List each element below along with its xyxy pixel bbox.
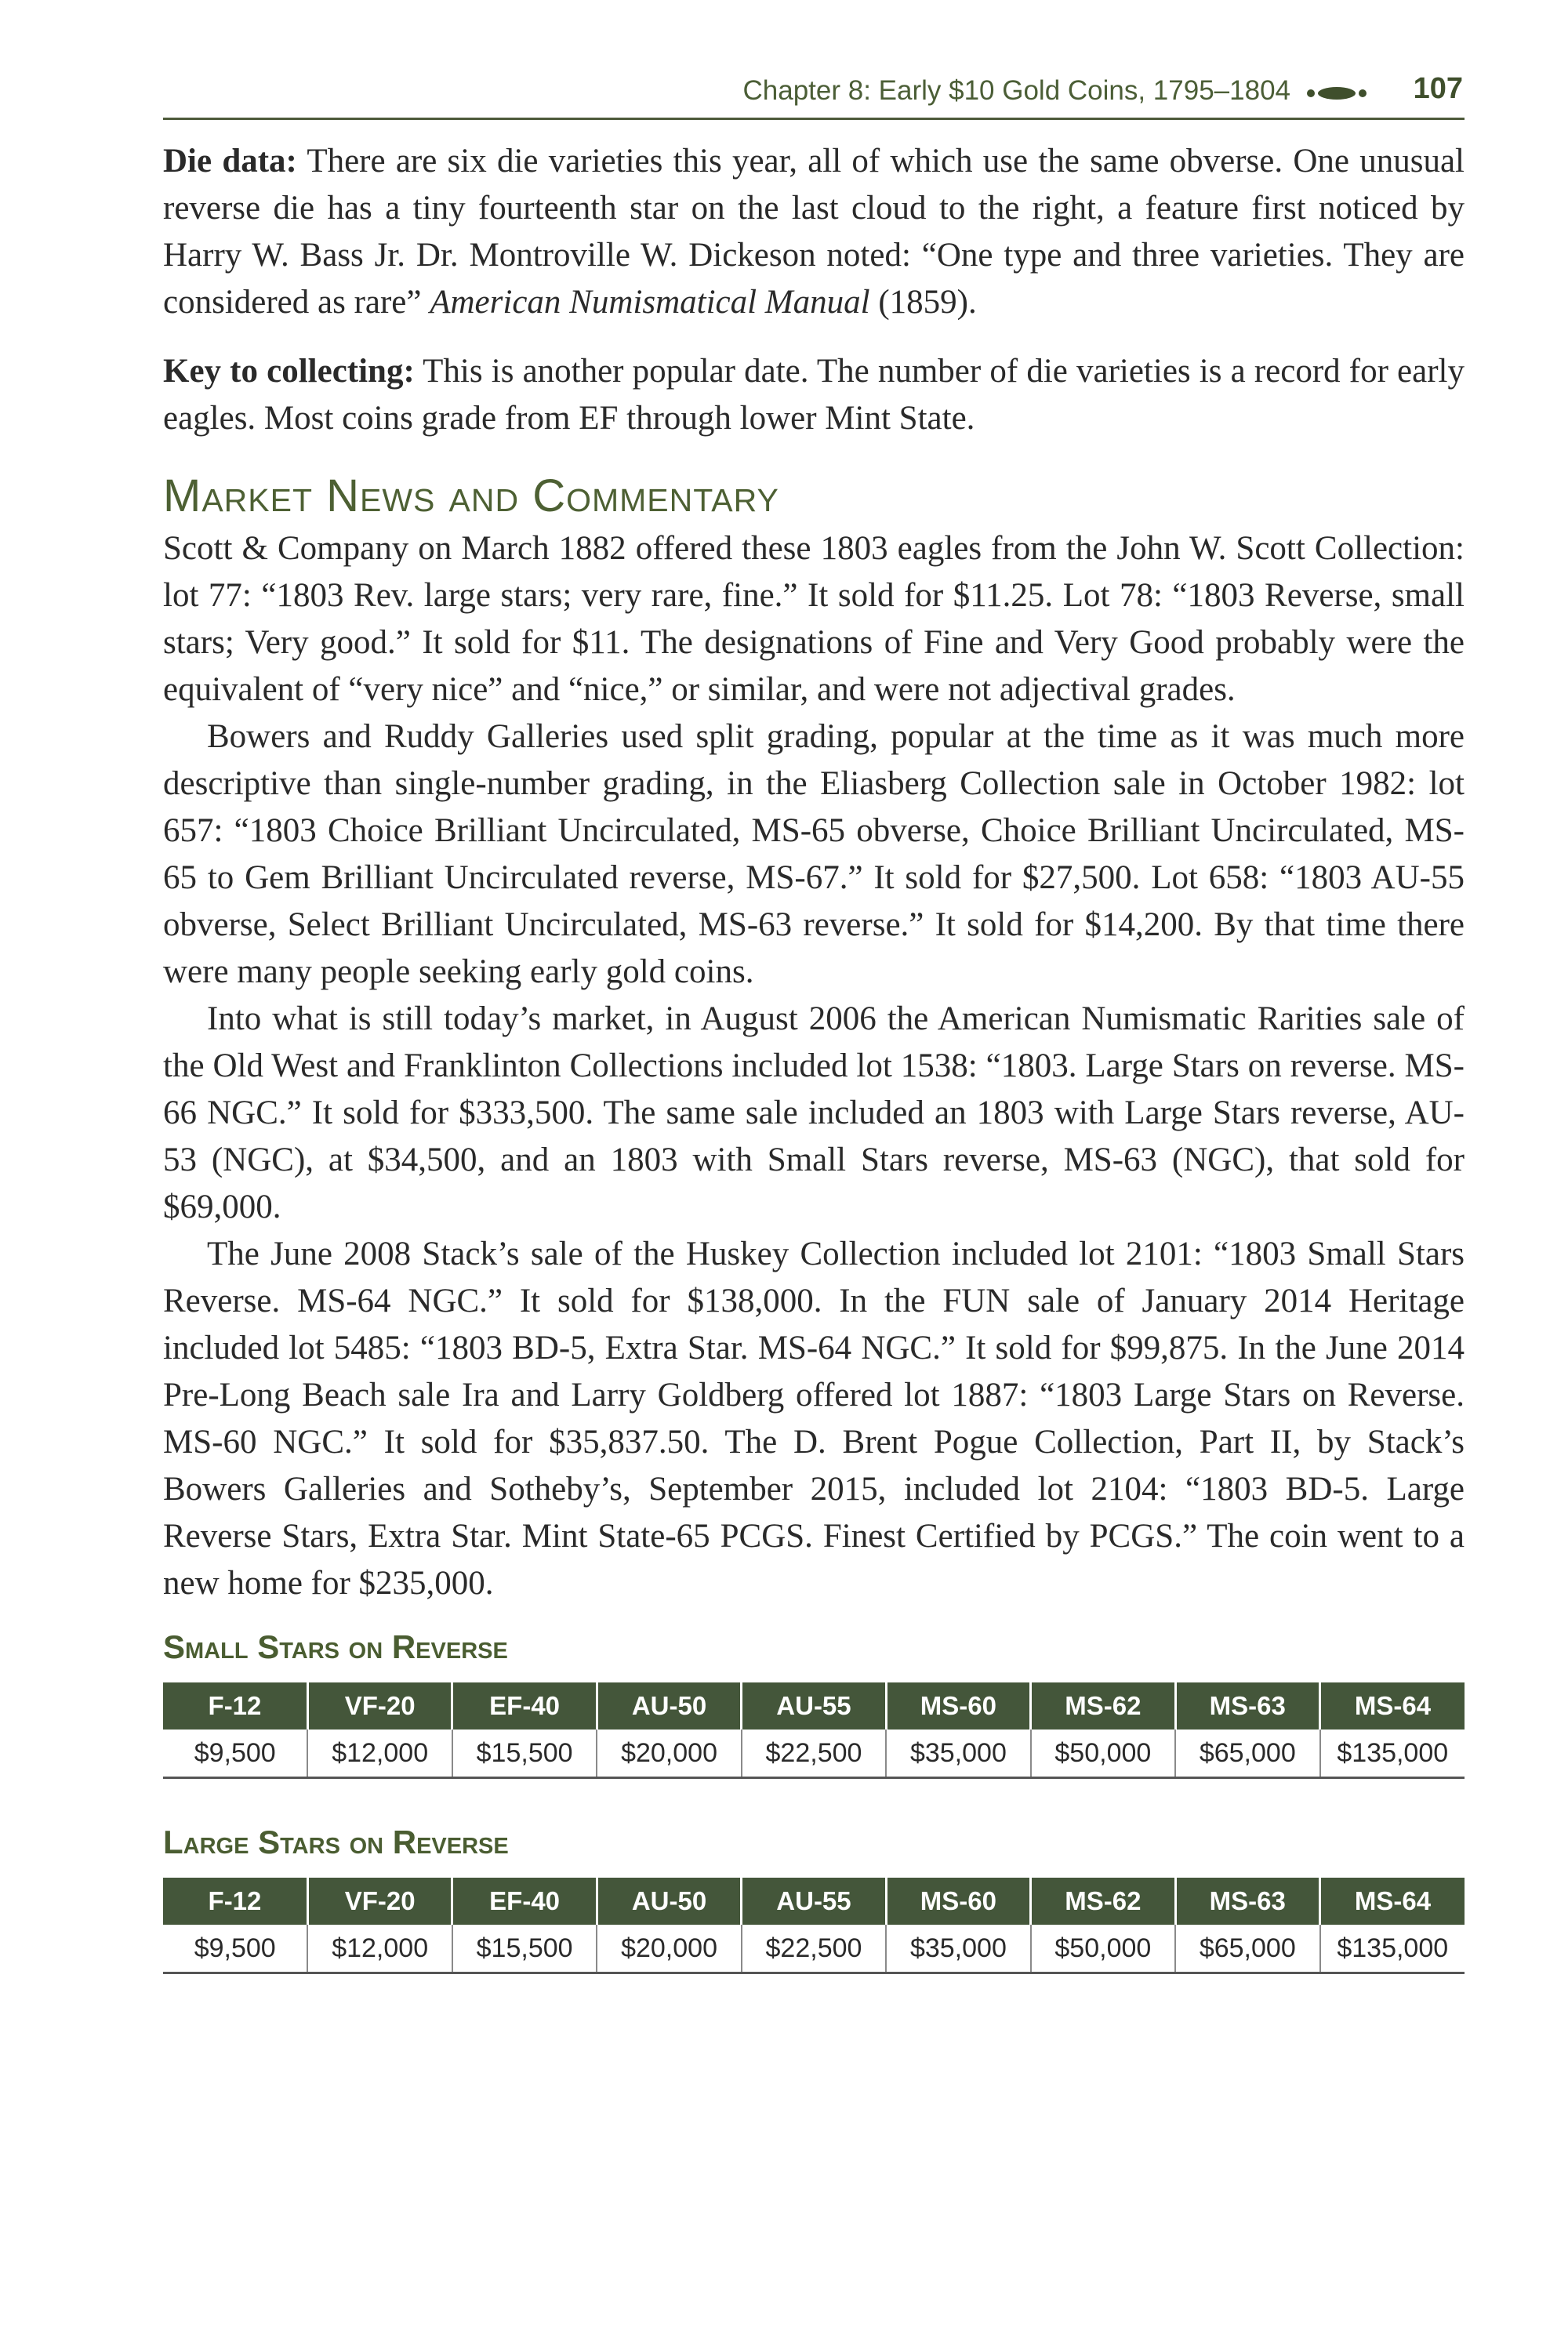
market-paragraph: The June 2008 Stack’s sale of the Huskey Collection included lot 2101: “1803 Small Stars Reverse. MS-64 NGC.” It sold for $138,000. In the FUN sale of January 2014 Heritage included lot 5485: “1803 BD-5, Extra Star. MS-64 NGC.” It sold for $99,875. In the June 2014 Pre-Long Beach sale Ira and Larry Goldberg offered lot 1887: “1803 Large Stars on Reverse. MS-60 NGC.” It sold for $35,837.50. The D. Brent Pogue Collection, Part II, by Stack’s Bowers Galleries and Sotheby’s, September 2015, included lot 2104: “1803 BD-5. Large Reverse Stars, Extra Star. Mint State-65 PCGS. Finest Certified by PCGS.” The coin went to a new home for $235,000.: [163, 1236, 1465, 1602]
value-cell: $12,000: [307, 1925, 452, 1973]
die-data-label: Die data:: [163, 143, 297, 180]
running-header: [163, 66, 1465, 120]
grade-header: MS-62: [1031, 1878, 1175, 1925]
ornament-icon: [1306, 86, 1367, 100]
grade-header: F-12: [163, 1878, 307, 1925]
table-title-small-stars: Small Stars on Reverse: [163, 1628, 508, 1665]
table-row: [163, 1730, 1465, 1778]
section-heading: Market News and Commentary: [163, 470, 779, 521]
table-header-row: [163, 1878, 1465, 1925]
value-cell: $135,000: [1320, 1730, 1465, 1778]
grade-header: MS-63: [1175, 1682, 1319, 1730]
grade-header: VF-20: [307, 1878, 452, 1925]
value-cell: $9,500: [163, 1925, 307, 1973]
value-cell: $135,000: [1320, 1925, 1465, 1973]
grade-header: VF-20: [307, 1682, 452, 1730]
value-cell: $65,000: [1175, 1730, 1319, 1778]
book-title: American Numismatical Manual: [430, 284, 870, 321]
grade-header: EF-40: [452, 1878, 597, 1925]
value-cell: $20,000: [597, 1730, 741, 1778]
key-to-collecting-label: Key to collecting:: [163, 353, 415, 390]
body-text: [163, 138, 1465, 1974]
grade-header: MS-64: [1320, 1682, 1465, 1730]
value-cell: $50,000: [1031, 1925, 1175, 1973]
market-paragraph: Bowers and Ruddy Galleries used split grading, popular at the time as it was much more descriptive than single-number grading, in the Eliasberg Collection sale in October 1982: lot 657: “1803 Choice Brilliant Uncirculated, MS-65 obverse, Choice Brilliant Uncirculated, MS-65 to Gem Brilliant Uncirculated reverse, MS-67.” It sold for $27,500. Lot 658: “1803 AU-55 obverse, Select Brilliant Uncirculated, MS-63 reverse.” It sold for $14,200. By that time there were many people seeking early gold coins.: [163, 718, 1465, 990]
table-header-row: [163, 1682, 1465, 1730]
die-data-text-end: (1859).: [869, 284, 977, 321]
grade-header: EF-40: [452, 1682, 597, 1730]
grade-header: MS-62: [1031, 1682, 1175, 1730]
value-table-small-stars: [163, 1682, 1465, 1779]
value-cell: $35,000: [886, 1730, 1030, 1778]
chapter-title: Chapter 8: Early $10 Gold Coins, 1795–1804: [742, 75, 1290, 106]
table-title-large-stars: Large Stars on Reverse: [163, 1824, 509, 1860]
key-to-collecting-text: This is another popular date. The number of die varieties is a record for early eagles. Most coins grade from EF through lower Mint State.: [163, 353, 1465, 437]
value-cell: $12,000: [307, 1730, 452, 1778]
value-table-large-stars: [163, 1878, 1465, 1974]
page-number: 107: [1413, 72, 1463, 105]
grade-header: MS-60: [886, 1682, 1030, 1730]
table-row: [163, 1925, 1465, 1973]
value-cell: $15,500: [452, 1925, 597, 1973]
market-paragraph: Into what is still today’s market, in August 2006 the American Numismatic Rarities sale of the Old West and Franklinton Collections included lot 1538: “1803. Large Stars on reverse. MS-66 NGC.” It sold for $333,500. The same sale included an 1803 with Large Stars reverse, AU-53 (NGC), at $34,500, and an 1803 with Small Stars reverse, MS-63 (NGC), that sold for $69,000.: [163, 1000, 1465, 1225]
value-cell: $15,500: [452, 1730, 597, 1778]
value-cell: $20,000: [597, 1925, 741, 1973]
value-cell: $9,500: [163, 1730, 307, 1778]
value-cell: $22,500: [742, 1730, 886, 1778]
key-to-collecting-paragraph: [163, 348, 1465, 442]
value-cell: $22,500: [742, 1925, 886, 1973]
grade-header: AU-55: [742, 1878, 886, 1925]
grade-header: AU-55: [742, 1682, 886, 1730]
market-paragraph: Scott & Company on March 1882 offered these 1803 eagles from the John W. Scott Collection: lot 77: “1803 Rev. large stars; very rare, fine.” It sold for $11.25. Lot 78: “1803 Reverse, small stars; Very good.” It sold for $11. The designations of Fine and Very Good probably were the equivalent of “very nice” and “nice,” or similar, and were not adjectival grades.: [163, 530, 1465, 708]
grade-header: MS-60: [886, 1878, 1030, 1925]
value-cell: $50,000: [1031, 1730, 1175, 1778]
grade-header: F-12: [163, 1682, 307, 1730]
grade-header: AU-50: [597, 1878, 741, 1925]
grade-header: MS-63: [1175, 1878, 1319, 1925]
die-data-text: There are six die varieties this year, all of which use the same obverse. One unusual reverse die has a tiny fourteenth star on the last cloud to the right, a feature first noticed by Harry W. Bass Jr. Dr. Montroville W. Dickeson noted: “One type and three varieties. They are considered as rare”: [163, 143, 1465, 321]
value-cell: $35,000: [886, 1925, 1030, 1973]
value-cell: $65,000: [1175, 1925, 1319, 1973]
die-data-paragraph: [163, 138, 1465, 326]
grade-header: AU-50: [597, 1682, 741, 1730]
grade-header: MS-64: [1320, 1878, 1465, 1925]
